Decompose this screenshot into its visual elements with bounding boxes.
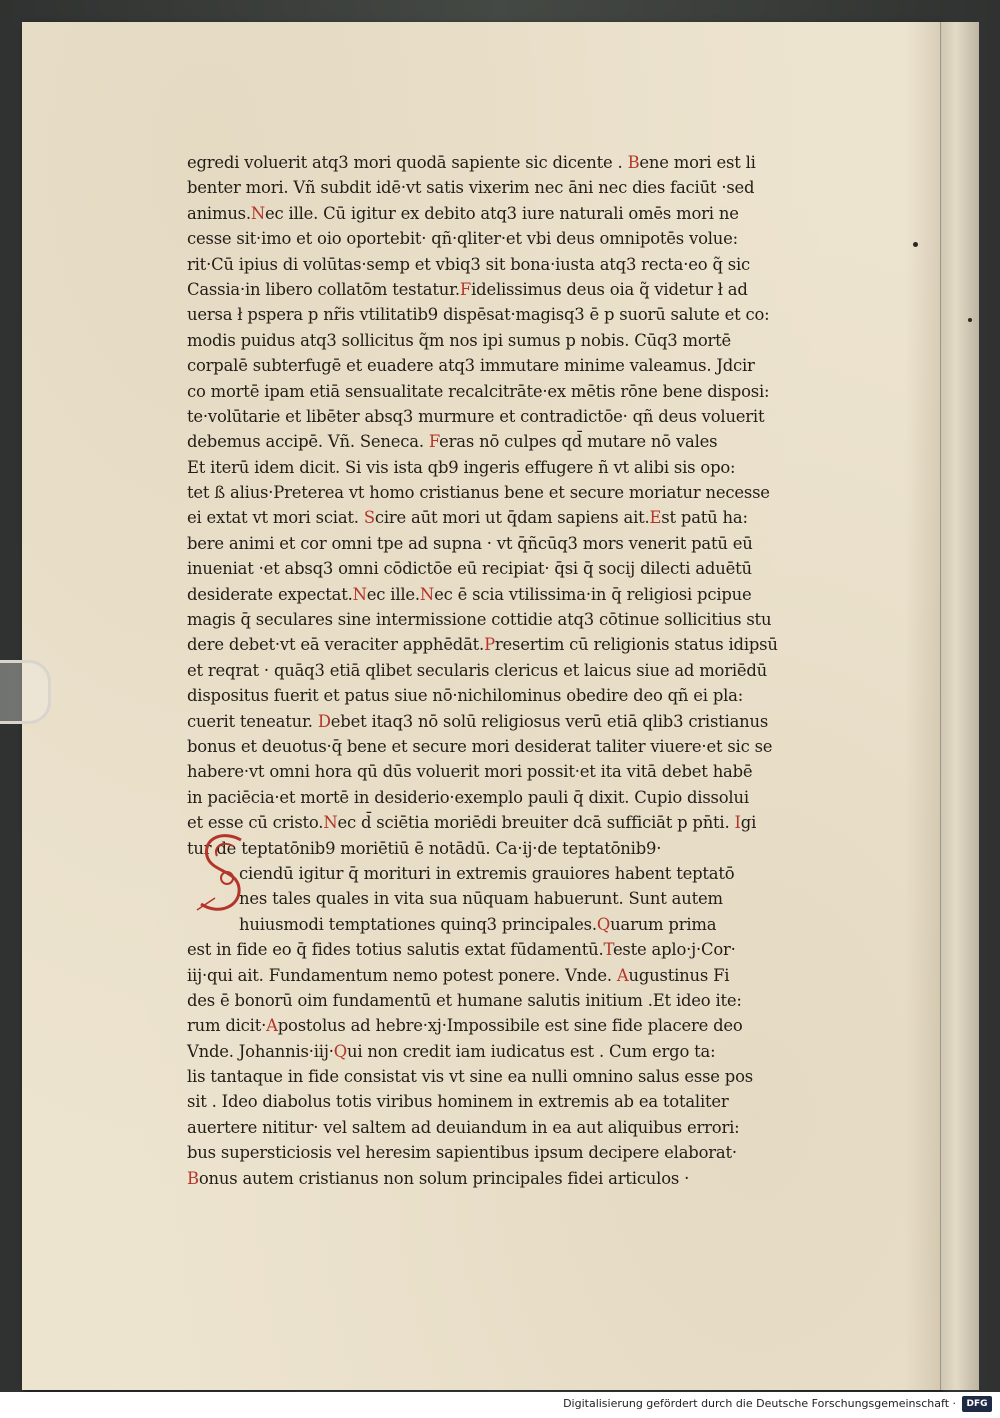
text-line [187,861,827,886]
text-line [187,810,827,835]
text-run: ec ē scia vtilissima·in q̄ religiosi pcipue [434,584,752,604]
text-line [187,1039,827,1064]
text-run: inueniat ·et absq3 omni cōdictōe eū recipiat· q̄si q̄ socij dilecti aduētū [187,559,752,579]
rubricated-letter: E [649,508,662,528]
text-line [187,150,827,175]
text-line [187,658,827,683]
rubricated-letter: Q [333,1041,347,1061]
text-run: desiderate expectat. [187,584,353,604]
text-run: cesse sit·imo et oio oportebit· qñ·qliter·et vbi deus omnipotēs volue: [187,229,738,249]
text-run: Et iterū idem dicit. Si vis ista qb9 ingeris effugere ñ vt alibi sis opo: [187,457,736,477]
text-line [187,1115,827,1140]
text-run: Vnde. Johannis·iij· [187,1041,334,1061]
rubricated-letter: N [419,584,435,604]
text-run: co mortē ipam etiā sensualitate recalcitrāte·ex mētis rōne bene disposi: [187,381,770,401]
rubricated-letter: B [627,153,640,172]
text-run: rum dicit· [187,1016,267,1036]
text-line [187,632,827,657]
rubricated-letter: F [428,432,440,452]
text-run: gi [740,813,757,833]
text-run: sit . Ideo diabolus totis viribus hominem in extremis ab ea totaliter [187,1092,729,1112]
text-run: debemus accipē. Vñ. Seneca. [187,432,429,452]
text-line [187,328,827,353]
dfg-logo: DFG [962,1396,992,1412]
text-run: ei extat vt mori sciat. [187,508,364,528]
text-run: uarum prima [610,914,717,934]
text-run: tet ß alius·Preterea vt homo cristianus bene et secure moriatur necesse [187,483,770,503]
text-line [187,759,827,784]
text-line [187,709,827,734]
text-run: nes tales quales in vita sua nūquam habuerunt. Sunt autem [239,889,723,909]
text-line [187,531,827,556]
text-run: ec ille. Cū igitur ex debito atq3 iure naturali omēs mori ne [265,203,739,223]
rubricated-letter: B [187,1168,199,1188]
text-run: des ē bonorū oim fundamentū et humane salutis initium .Et ideo ite: [187,990,742,1010]
text-run: ec ille. [366,584,420,604]
text-line [187,505,827,530]
text-run: postolus ad hebre·xj·Impossibile est sine fide placere deo [277,1016,743,1036]
text-run: st patū ha: [661,508,748,528]
text-line [187,226,827,251]
text-line [187,836,827,861]
text-run: resertim cū religionis status idipsū [494,635,778,655]
text-run: ec d̄ sciētia moriēdi breuiter dcā sufficiāt p pn̄ti. [337,813,735,833]
rubricated-letter: N [250,203,266,223]
text-line [187,886,827,911]
text-run: rit·Cū ipius di volūtas·semp et vbiq3 sit bona·iusta atq3 recta·eo q̃ sic [187,254,750,274]
text-run: lis tantaque in fide consistat vis vt sine ea nulli omnino salus esse pos [187,1067,753,1087]
text-run: bere animi et cor omni tpe ad supna · vt q̄ñcūq3 mors venerit patū eū [187,533,753,553]
paper-clip-icon [0,660,51,724]
text-line [187,912,827,937]
text-line [187,556,827,581]
footer-credit: Digitalisierung gefördert durch die Deutsche Forschungsgemeinschaft · [563,1397,956,1410]
text-run: idelissimus deus oia q̃ videtur ł ad [471,279,748,299]
text-run: huiusmodi temptationes quinq3 principales. [239,914,597,934]
text-run: ciendū igitur q̄ morituri in extremis grauiores habent teptatō [239,863,735,883]
text-run: tur de teptatōnib9 moriētiū ē notādū. Ca·ij·de teptatōnib9· [187,838,662,858]
rubricated-letter: A [616,965,629,985]
text-line [187,937,827,962]
text-run: ene mori est li [639,153,756,172]
text-run: este aplo·j·Cor· [612,940,736,960]
text-run: auertere nititur· vel saltem ad deuiandum in ea aut aliquibus errori: [187,1117,740,1137]
rubricated-letter: F [459,279,472,299]
page-gutter-shadow [905,22,942,1390]
text-line [187,1013,827,1038]
text-line [187,1064,827,1089]
text-run: corpalē subterfugē et euadere atq3 immutare minime valeamus. Jdcir [187,356,755,376]
text-run: cuerit teneatur. [187,711,318,731]
text-run: Cassia·in libero collatōm testatur. [187,279,460,299]
text-run: et esse cū cristo. [187,813,324,833]
text-line [187,582,827,607]
text-line [187,379,827,404]
text-line [187,1140,827,1165]
rubricated-letter: T [603,940,613,960]
text-line [187,404,827,429]
rubricated-letter: N [323,813,338,833]
text-run: ui non credit iam iudicatus est . Cum ergo ta: [346,1041,716,1061]
text-line [187,480,827,505]
text-line [187,1166,827,1191]
text-run: in paciēcia·et mortē in desiderio·exemplo pauli q̄ dixit. Cupio dissolui [187,787,749,807]
rubricated-letter: N [352,584,367,604]
text-run: animus. [187,203,251,223]
text-run: est in fide eo q̄ fides totius salutis extat fūdamentū. [187,940,604,960]
text-run: iij·qui ait. Fundamentum nemo potest ponere. Vnde. [187,965,617,985]
text-run: magis q̄ seculares sine intermissione cottidie atq3 cōtinue sollicitius stu [187,610,772,630]
text-run: cire aūt mori ut q̄dam sapiens ait. [374,508,650,528]
text-line [187,252,827,277]
rubricated-letter: I [734,813,741,833]
text-run: onus autem cristianus non solum principales fidei articulos · [198,1168,690,1188]
text-line [187,277,827,302]
text-run: bonus et deuotus·q̄ bene et secure mori desiderat taliter viuere·et sic se [187,736,773,756]
text-run: te·volūtarie et libēter absq3 murmure et contradictōe· qñ deus voluerit [187,406,765,426]
ink-speck [913,242,918,247]
text-run: ebet itaq3 nō solū religiosus verū etiā qlib3 cristianus [330,711,769,731]
text-line [187,734,827,759]
text-run: habere·vt omni hora qū dūs voluerit mori possit·et ita vitā debet habē [187,762,753,782]
ink-speck [968,318,972,322]
text-line [187,963,827,988]
text-run: uersa ł pspera p nr̃is vtilitatib9 dispēsat·magisq3 ē p suorū salute et co: [187,305,770,325]
text-line [187,201,827,226]
page-edge [940,22,979,1390]
text-line [187,988,827,1013]
text-line [187,785,827,810]
rubricated-letter: S [363,508,375,528]
rubricated-letter: D [317,711,331,731]
rubricated-letter: A [266,1016,278,1036]
body-text [187,150,827,1191]
text-line [187,353,827,378]
digitization-footer [0,1392,1000,1418]
text-run: modis puidus atq3 sollicitus q̃m nos ipi sumus p nobis. Cūq3 mortē [187,330,732,350]
rubricated-letter: Q [596,914,611,934]
text-run: dispositus fuerit et patus siue nō·nichilominus obedire deo qñ ei pla: [187,686,744,706]
text-line [187,683,827,708]
text-run: benter mori. Vñ subdit idē·vt satis vixerim nec āni nec dies faciūt ·sed [187,178,755,198]
text-run: egredi voluerit atq3 mori quodā sapiente sic dicente . [187,153,628,172]
decorated-initial-s-icon [193,826,257,922]
text-line [187,302,827,327]
text-line [187,429,827,454]
text-line [187,455,827,480]
text-run: bus supersticiosis vel heresim sapientibus ipsum decipere elaborat· [187,1143,737,1163]
rubricated-letter: P [484,635,495,655]
text-line [187,607,827,632]
text-run: ugustinus Fi [628,965,730,985]
text-run: dere debet·vt eā veraciter apphēdāt. [187,635,485,655]
text-run: et reqrat · quāq3 etiā qlibet secularis clericus et laicus siue ad moriēdū [187,660,768,680]
text-line [187,175,827,200]
text-line [187,1089,827,1114]
text-run: eras nō culpes qd̄ mutare nō vales [439,432,718,452]
